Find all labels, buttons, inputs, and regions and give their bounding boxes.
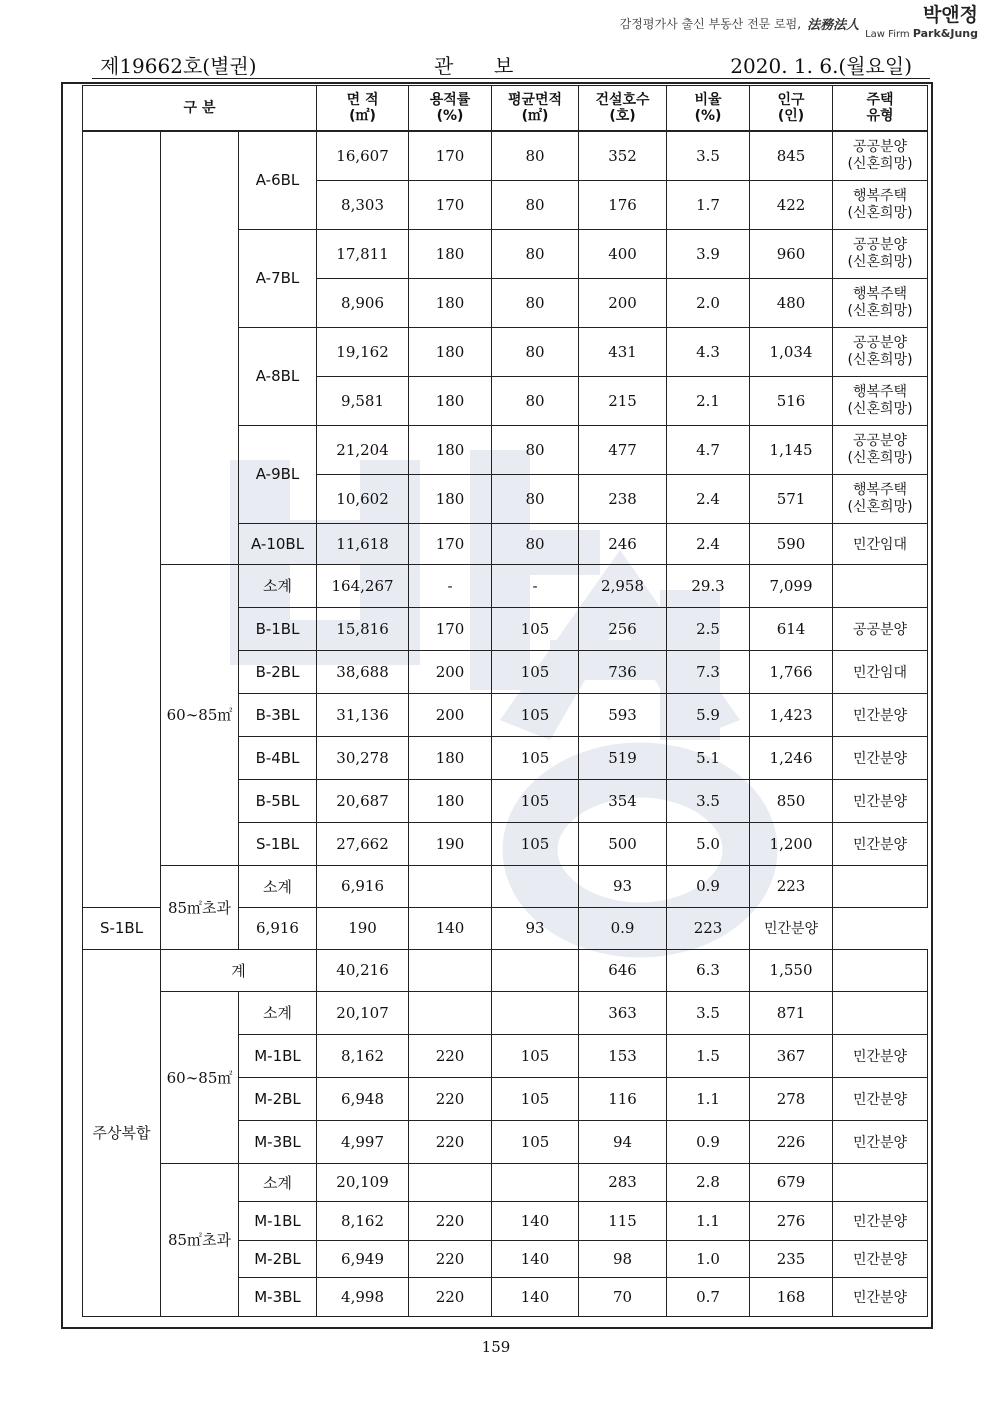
far-cell (409, 991, 492, 1034)
population-cell: 226 (750, 1120, 833, 1163)
units-cell: 593 (579, 693, 667, 736)
avg-area-cell (492, 865, 579, 907)
size-group-label: 85㎡초과 (161, 865, 239, 949)
subtotal-row (83, 991, 928, 1034)
population-cell: 850 (750, 779, 833, 822)
ratio-cell: 0.9 (667, 865, 750, 907)
ratio-cell: 2.0 (667, 278, 750, 327)
population-cell: 960 (750, 229, 833, 278)
far-cell: 220 (409, 1201, 492, 1240)
population-cell: 480 (750, 278, 833, 327)
far-cell: 200 (409, 650, 492, 693)
ratio-cell: 0.7 (667, 1277, 750, 1316)
units-cell: 477 (579, 425, 667, 474)
far-cell: 180 (409, 425, 492, 474)
header-rule (92, 78, 930, 79)
housing-type-cell: 민간분양 (833, 736, 928, 779)
area-cell: 9,581 (317, 376, 409, 425)
ratio-cell: 1.0 (667, 1240, 750, 1277)
population-cell: 235 (750, 1240, 833, 1277)
area-cell: 31,136 (317, 693, 409, 736)
housing-type-cell: 민간분양 (833, 693, 928, 736)
population-cell: 845 (750, 131, 833, 180)
area-cell: 38,688 (317, 650, 409, 693)
population-cell: 1,423 (750, 693, 833, 736)
avg-area-cell: 80 (492, 131, 579, 180)
area-cell: 17,811 (317, 229, 409, 278)
units-cell: 363 (579, 991, 667, 1034)
far-cell: 170 (409, 607, 492, 650)
far-cell: 180 (409, 779, 492, 822)
avg-area-cell: 80 (492, 229, 579, 278)
avg-area-cell: 140 (492, 1240, 579, 1277)
far-cell: 190 (409, 822, 492, 865)
avg-area-cell: 105 (492, 1077, 579, 1120)
block-label: S-1BL (239, 822, 317, 865)
units-cell: 93 (492, 907, 579, 949)
ratio-cell: 5.0 (667, 822, 750, 865)
ratio-cell: 2.4 (667, 523, 750, 564)
units-cell: 246 (579, 523, 667, 564)
area-cell: 27,662 (317, 822, 409, 865)
page-number: 159 (481, 1338, 511, 1356)
far-cell (409, 865, 492, 907)
population-cell: 679 (750, 1163, 833, 1201)
population-cell: 168 (750, 1277, 833, 1316)
subtotal-label: 소계 (239, 991, 317, 1034)
housing-type-cell: 행복주택 (신혼희망) (833, 180, 928, 229)
block-label: B-2BL (239, 650, 317, 693)
area-cell: 10,602 (317, 474, 409, 523)
avg-area-cell: 105 (492, 650, 579, 693)
housing-type-cell (833, 865, 928, 907)
block-label: A-9BL (239, 425, 317, 523)
firm-english-name: Park&Jung (912, 27, 978, 40)
avg-area-cell: 80 (492, 376, 579, 425)
area-cell: 8,303 (317, 180, 409, 229)
ratio-cell: 0.9 (667, 1120, 750, 1163)
housing-type-cell (833, 1163, 928, 1201)
avg-area-cell: 80 (492, 327, 579, 376)
population-cell: 367 (750, 1034, 833, 1077)
block-label: M-2BL (239, 1240, 317, 1277)
housing-type-cell: 행복주택 (신혼희망) (833, 376, 928, 425)
block-label: M-1BL (239, 1034, 317, 1077)
subtotal-row (83, 1163, 928, 1201)
avg-area-cell (492, 1163, 579, 1201)
firm-english (865, 28, 978, 40)
ratio-cell: 6.3 (667, 949, 750, 991)
subtotal-row (83, 564, 928, 607)
avg-area-cell: 105 (492, 736, 579, 779)
gazette-header (100, 50, 912, 78)
size-group-label: 60∼85㎡ (161, 564, 239, 865)
far-cell: 170 (409, 131, 492, 180)
units-cell: 354 (579, 779, 667, 822)
area-cell: 20,107 (317, 991, 409, 1034)
far-cell (409, 949, 492, 991)
area-cell: 21,204 (317, 425, 409, 474)
housing-type-cell: 민간분양 (833, 1034, 928, 1077)
ratio-cell: 3.5 (667, 131, 750, 180)
firm-logo (865, 6, 978, 40)
avg-area-cell: 140 (492, 1201, 579, 1240)
avg-area-cell: 80 (492, 425, 579, 474)
units-cell: 94 (579, 1120, 667, 1163)
avg-area-cell: 140 (492, 1277, 579, 1316)
units-cell: 256 (579, 607, 667, 650)
area-cell: 6,949 (317, 1240, 409, 1277)
area-cell: 4,998 (317, 1277, 409, 1316)
total-label: 계 (161, 949, 317, 991)
population-cell: 7,099 (750, 564, 833, 607)
units-cell: 519 (579, 736, 667, 779)
avg-area-cell: 140 (409, 907, 492, 949)
block-label: M-1BL (239, 1201, 317, 1240)
population-cell: 223 (750, 865, 833, 907)
housing-type-cell: 행복주택 (신혼희망) (833, 474, 928, 523)
size-group-label: 85㎡초과 (161, 1163, 239, 1316)
units-cell: 93 (579, 865, 667, 907)
col-far: 용적률 (%) (409, 86, 492, 132)
block-label: B-1BL (239, 607, 317, 650)
ratio-cell: 4.7 (667, 425, 750, 474)
avg-area-cell (492, 991, 579, 1034)
firm-english-prefix: Law Firm (865, 29, 910, 40)
housing-type-cell: 행복주택 (신혼희망) (833, 278, 928, 327)
block-label: B-4BL (239, 736, 317, 779)
population-cell: 1,246 (750, 736, 833, 779)
units-cell: 431 (579, 327, 667, 376)
avg-area-cell: 80 (492, 523, 579, 564)
housing-type-cell: 민간임대 (833, 650, 928, 693)
ratio-cell: 2.8 (667, 1163, 750, 1201)
ratio-cell: 1.5 (667, 1034, 750, 1077)
avg-area-cell: 80 (492, 278, 579, 327)
block-label: M-3BL (239, 1277, 317, 1316)
units-cell: 283 (579, 1163, 667, 1201)
area-cell: 6,948 (317, 1077, 409, 1120)
issue-number: 제19662호(별권) (100, 54, 257, 78)
housing-type-cell (833, 991, 928, 1034)
avg-area-cell: 105 (492, 1120, 579, 1163)
far-cell: 220 (409, 1120, 492, 1163)
area-cell: 16,607 (317, 131, 409, 180)
units-cell: 98 (579, 1240, 667, 1277)
firm-banner (620, 6, 978, 40)
population-cell: 1,145 (750, 425, 833, 474)
col-housing-type: 주택 유형 (833, 86, 928, 132)
ratio-cell: 2.4 (667, 474, 750, 523)
area-cell: 11,618 (317, 523, 409, 564)
table-header-row (83, 86, 928, 132)
subtotal-row (83, 865, 928, 907)
units-cell: 400 (579, 229, 667, 278)
avg-area-cell (492, 949, 579, 991)
far-cell: 180 (409, 229, 492, 278)
area-cell: 30,278 (317, 736, 409, 779)
population-cell: 590 (750, 523, 833, 564)
firm-name: 박앤정 (922, 4, 978, 26)
units-cell: 646 (579, 949, 667, 991)
block-label: A-8BL (239, 327, 317, 425)
units-cell: 352 (579, 131, 667, 180)
housing-supply-table (82, 85, 928, 1317)
ratio-cell: 3.5 (667, 779, 750, 822)
avg-area-cell: 80 (492, 474, 579, 523)
units-cell: 115 (579, 1201, 667, 1240)
col-avg-area: 평균면적 (㎡) (492, 86, 579, 132)
block-label: M-3BL (239, 1120, 317, 1163)
ratio-cell: 5.1 (667, 736, 750, 779)
units-cell: 500 (579, 822, 667, 865)
housing-type-cell: 민간임대 (833, 523, 928, 564)
area-cell: 8,162 (317, 1201, 409, 1240)
avg-area-cell: 105 (492, 1034, 579, 1077)
housing-type-cell: 민간분양 (833, 822, 928, 865)
ratio-cell: 0.9 (579, 907, 667, 949)
gazette-title-a: 관 (434, 54, 460, 78)
units-cell: 2,958 (579, 564, 667, 607)
ratio-cell: 5.9 (667, 693, 750, 736)
subtotal-label: 소계 (239, 564, 317, 607)
ratio-cell: 2.5 (667, 607, 750, 650)
far-cell: 220 (409, 1277, 492, 1316)
population-cell: 223 (667, 907, 750, 949)
block-label: A-10BL (239, 523, 317, 564)
category-blank-cell (83, 131, 161, 907)
mixed-use-label: 주상복합 (83, 949, 161, 1316)
population-cell: 1,034 (750, 327, 833, 376)
housing-type-cell: 공공분양 (신혼희망) (833, 131, 928, 180)
ratio-cell: 1.1 (667, 1077, 750, 1120)
far-cell: 220 (409, 1077, 492, 1120)
col-population: 인구 (인) (750, 86, 833, 132)
population-cell: 1,200 (750, 822, 833, 865)
ratio-cell: 4.3 (667, 327, 750, 376)
units-cell: 200 (579, 278, 667, 327)
population-cell: 422 (750, 180, 833, 229)
ratio-cell: 1.7 (667, 180, 750, 229)
total-row (83, 949, 928, 991)
table-row (83, 131, 928, 180)
gazette-title-b: 보 (494, 54, 520, 78)
housing-type-cell: 민간분양 (750, 907, 833, 949)
area-cell: 164,267 (317, 564, 409, 607)
far-cell: 220 (409, 1240, 492, 1277)
far-cell: 170 (409, 523, 492, 564)
block-label: M-2BL (239, 1077, 317, 1120)
col-units: 건설호수 (호) (579, 86, 667, 132)
col-ratio: 비율 (%) (667, 86, 750, 132)
ratio-cell: 29.3 (667, 564, 750, 607)
subtotal-label: 소계 (239, 1163, 317, 1201)
far-cell: 180 (409, 278, 492, 327)
far-cell: - (409, 564, 492, 607)
ratio-cell: 7.3 (667, 650, 750, 693)
population-cell: 614 (750, 607, 833, 650)
block-label: A-7BL (239, 229, 317, 327)
population-cell: 276 (750, 1201, 833, 1240)
housing-type-cell: 민간분양 (833, 1277, 928, 1316)
avg-area-cell: 105 (492, 607, 579, 650)
block-label: A-6BL (239, 131, 317, 229)
far-cell: 180 (409, 736, 492, 779)
area-cell: 6,916 (239, 907, 317, 949)
units-cell: 736 (579, 650, 667, 693)
subtotal-label: 소계 (239, 865, 317, 907)
firm-tagline: 감정평가사 출신 부동산 전문 로펌, (619, 16, 802, 31)
units-cell: 176 (579, 180, 667, 229)
area-cell: 6,916 (317, 865, 409, 907)
far-cell (409, 1163, 492, 1201)
far-cell: 180 (409, 327, 492, 376)
block-label: B-3BL (239, 693, 317, 736)
far-cell: 190 (317, 907, 409, 949)
avg-area-cell: 105 (492, 693, 579, 736)
far-cell: 200 (409, 693, 492, 736)
area-cell: 40,216 (317, 949, 409, 991)
housing-type-cell: 민간분양 (833, 1240, 928, 1277)
units-cell: 70 (579, 1277, 667, 1316)
col-area: 면 적 (㎡) (317, 86, 409, 132)
housing-type-cell (833, 949, 928, 991)
population-cell: 516 (750, 376, 833, 425)
far-cell: 180 (409, 474, 492, 523)
avg-area-cell: 105 (492, 779, 579, 822)
ratio-cell: 2.1 (667, 376, 750, 425)
population-cell: 1,550 (750, 949, 833, 991)
population-cell: 278 (750, 1077, 833, 1120)
area-cell: 15,816 (317, 607, 409, 650)
block-label: B-5BL (239, 779, 317, 822)
area-cell: 4,997 (317, 1120, 409, 1163)
units-cell: 153 (579, 1034, 667, 1077)
housing-type-cell: 공공분양 (신혼희망) (833, 425, 928, 474)
housing-type-cell: 민간분양 (833, 1201, 928, 1240)
housing-type-cell: 민간분양 (833, 779, 928, 822)
gazette-title (434, 50, 554, 79)
units-cell: 116 (579, 1077, 667, 1120)
area-cell: 19,162 (317, 327, 409, 376)
size-group-label: 60∼85㎡ (161, 991, 239, 1163)
area-cell: 8,162 (317, 1034, 409, 1077)
far-cell: 170 (409, 180, 492, 229)
avg-area-cell: - (492, 564, 579, 607)
units-cell: 238 (579, 474, 667, 523)
housing-type-cell: 공공분양 (신혼희망) (833, 327, 928, 376)
firm-hanja: 法務法人 (807, 17, 860, 33)
ratio-cell: 3.9 (667, 229, 750, 278)
housing-type-cell: 공공분양 (신혼희망) (833, 229, 928, 278)
units-cell: 215 (579, 376, 667, 425)
housing-type-cell (833, 564, 928, 607)
housing-type-cell: 민간분양 (833, 1077, 928, 1120)
far-cell: 180 (409, 376, 492, 425)
issue-date: 2020. 1. 6.(월요일) (730, 54, 912, 78)
population-cell: 1,766 (750, 650, 833, 693)
subcategory-blank-cell (161, 131, 239, 564)
population-cell: 571 (750, 474, 833, 523)
housing-type-cell: 민간분양 (833, 1120, 928, 1163)
avg-area-cell: 80 (492, 180, 579, 229)
area-cell: 8,906 (317, 278, 409, 327)
area-cell: 20,687 (317, 779, 409, 822)
housing-type-cell: 공공분양 (833, 607, 928, 650)
ratio-cell: 1.1 (667, 1201, 750, 1240)
ratio-cell: 3.5 (667, 991, 750, 1034)
far-cell: 220 (409, 1034, 492, 1077)
col-category: 구 분 (83, 86, 317, 132)
block-label: S-1BL (83, 907, 161, 949)
area-cell: 20,109 (317, 1163, 409, 1201)
population-cell: 871 (750, 991, 833, 1034)
avg-area-cell: 105 (492, 822, 579, 865)
